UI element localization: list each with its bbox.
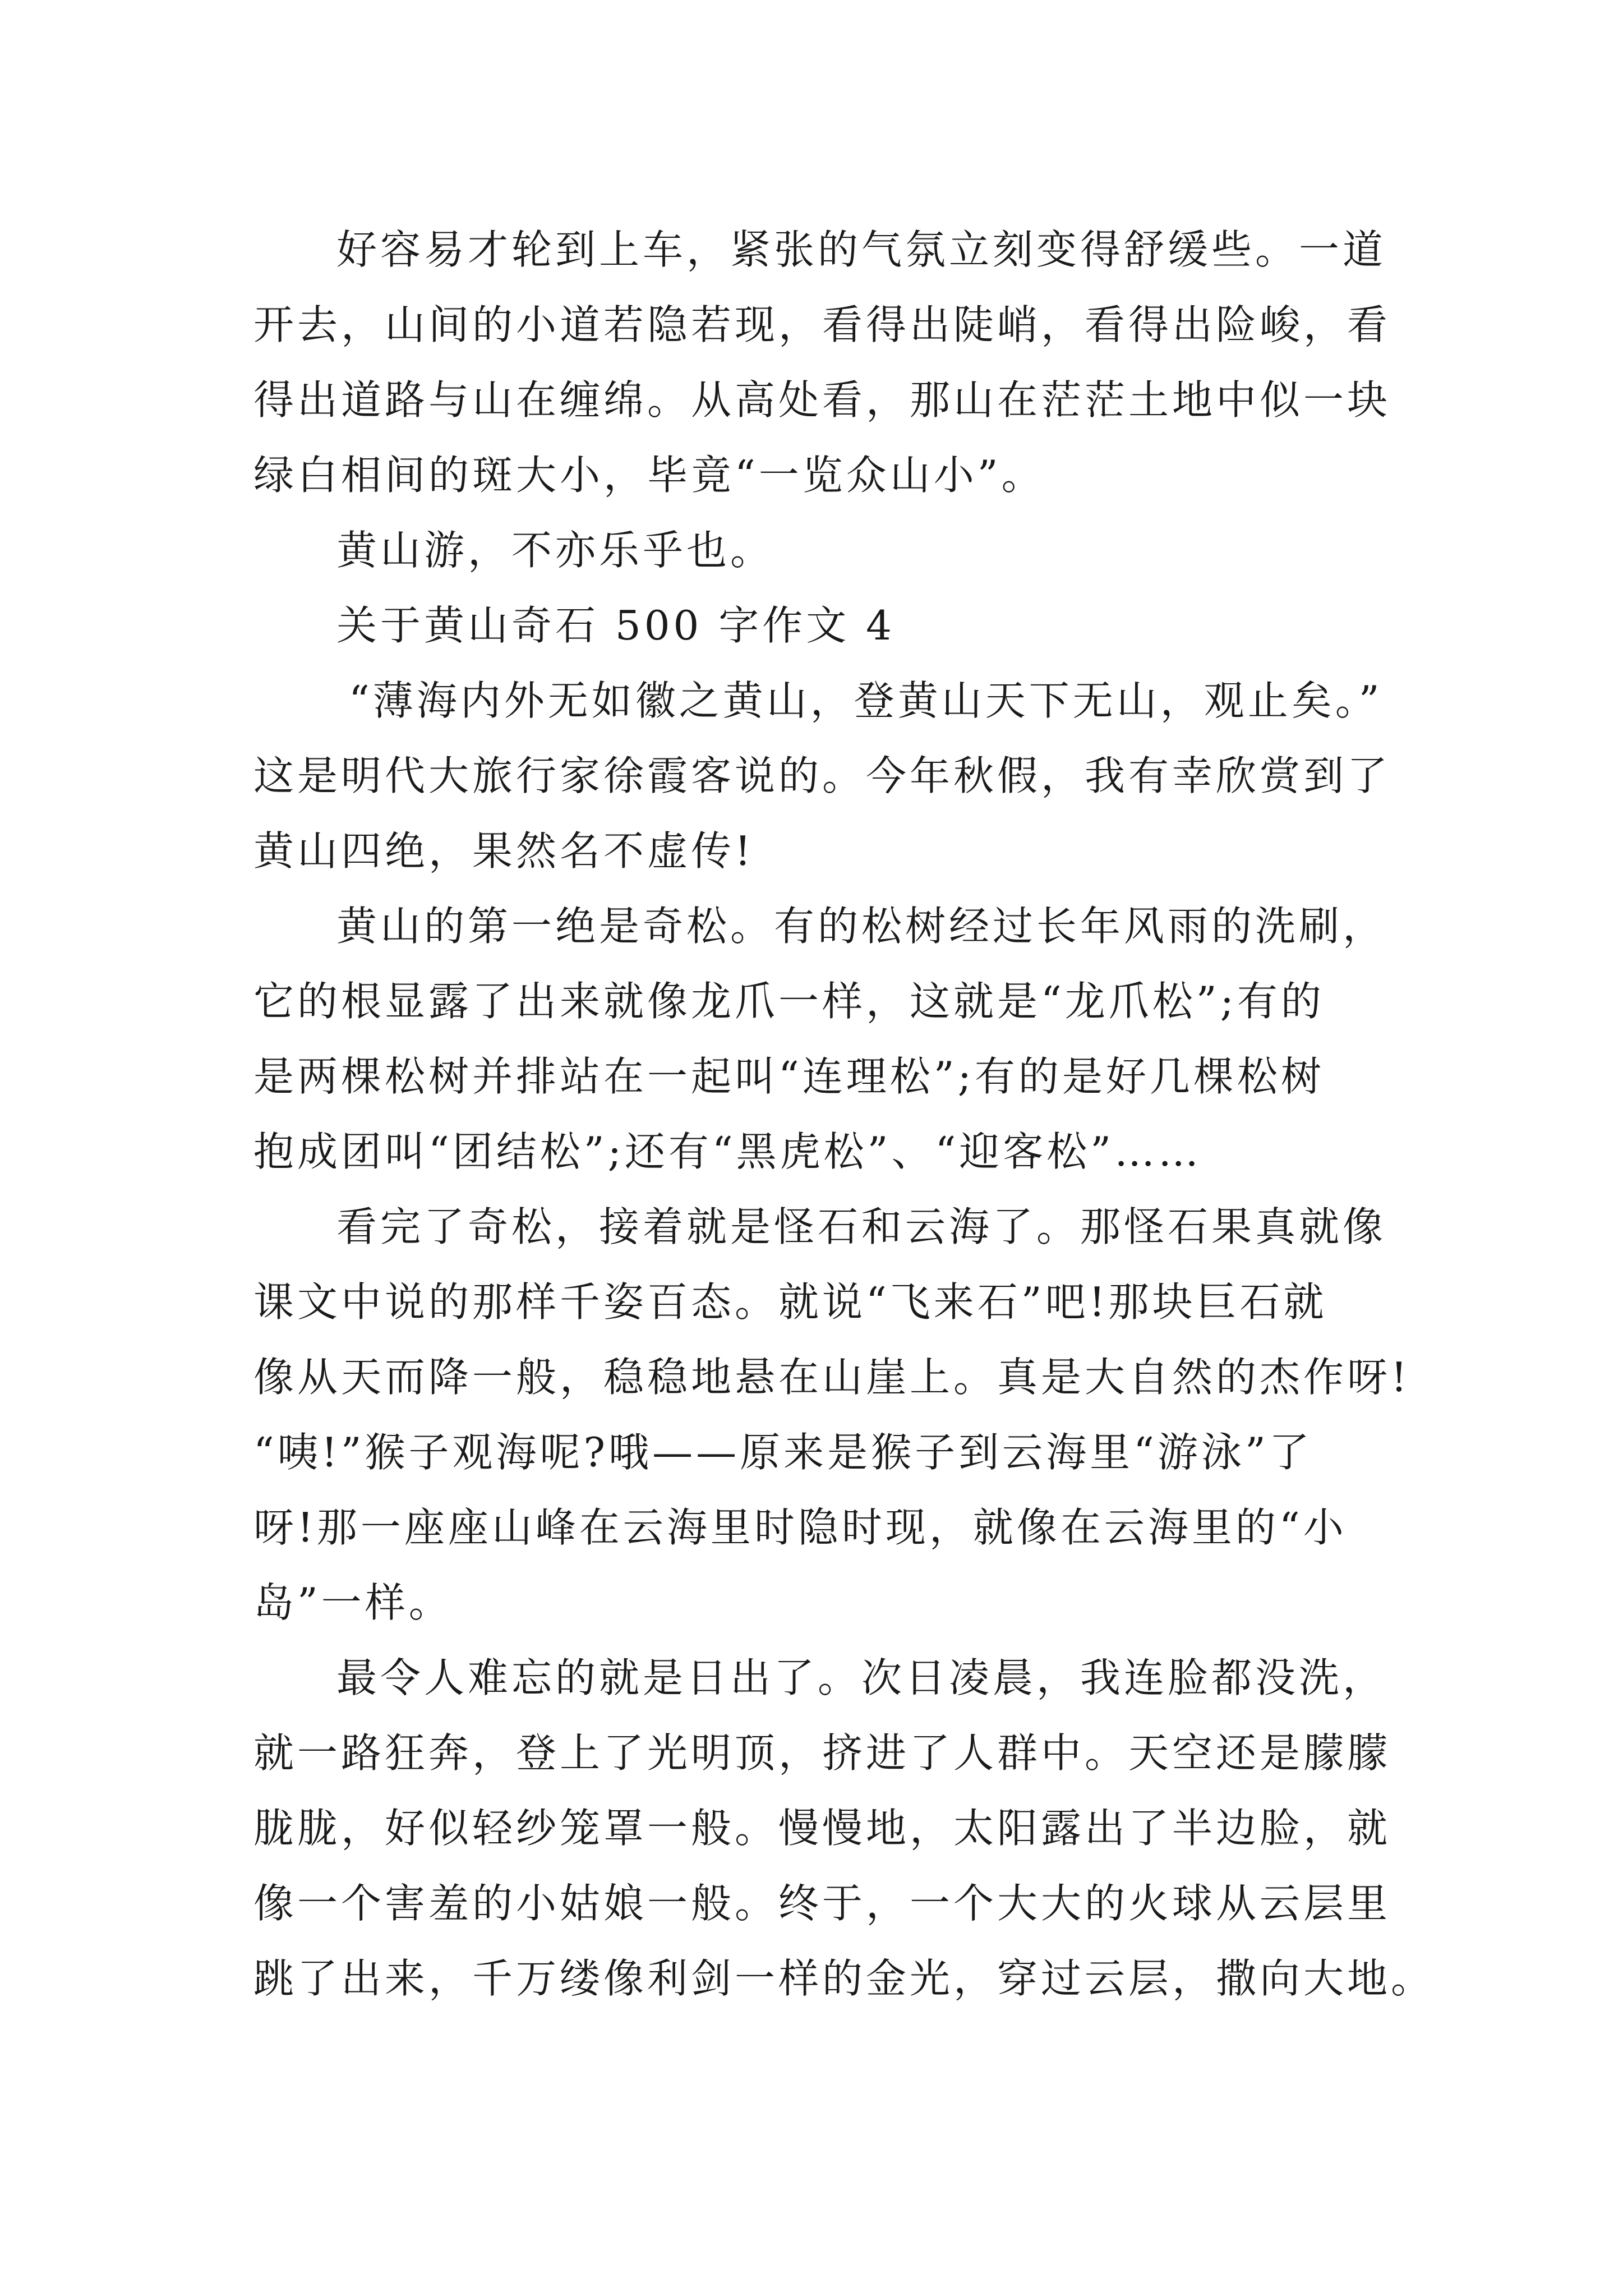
- paragraph-line: 开去，山间的小道若隐若现，看得出陡峭，看得出险峻，看: [253, 301, 1391, 348]
- paragraph-line: 这是明代大旅行家徐霞客说的。今年秋假，我有幸欣赏到了: [253, 752, 1391, 799]
- paragraph-line: “薄海内外无如徽之黄山，登黄山天下无山，观止矣。”: [349, 677, 1383, 724]
- paragraph-line: 岛”一样。: [253, 1579, 453, 1626]
- paragraph-line: 得出道路与山在缠绵。从高处看，那山在茫茫土地中似一块: [253, 376, 1391, 424]
- paragraph-line: 最令人难忘的就是日出了。次日凌晨，我连脸都没洗，: [336, 1654, 1387, 1701]
- paragraph-line: 黄山的第一绝是奇松。有的松树经过长年风雨的洗刷，: [336, 903, 1387, 950]
- paragraph-line: 是两棵松树并排站在一起叫“连理松”;有的是好几棵松树: [253, 1053, 1325, 1100]
- paragraph-line: 胧胧，好似轻纱笼罩一般。慢慢地，太阳露出了半边脸，就: [253, 1805, 1391, 1852]
- paragraph-line: 像从天而降一般，稳稳地悬在山崖上。真是大自然的杰作呀!: [253, 1354, 1410, 1401]
- paragraph-line: 课文中说的那样千姿百态。就说“飞来石”吧!那块巨石就: [253, 1278, 1327, 1326]
- paragraph-line: “咦!”猴子观海呢?哦——原来是猴子到云海里“游泳”了: [253, 1429, 1313, 1476]
- paragraph-line: 像一个害羞的小姑娘一般。终于，一个大大的火球从云层里: [253, 1880, 1391, 1927]
- paragraph-line: 跳了出来，千万缕像利剑一样的金光，穿过云层，撒向大地。: [253, 1955, 1435, 2002]
- paragraph-line: 黄山游，不亦乐乎也。: [336, 527, 774, 574]
- paragraph-line: 抱成团叫“团结松”;还有“黑虎松”、“迎客松”……: [253, 1128, 1202, 1175]
- paragraph-line: 黄山四绝，果然名不虚传!: [253, 827, 754, 875]
- paragraph-line: 它的根显露了出来就像龙爪一样，这就是“龙爪松”;有的: [253, 978, 1325, 1025]
- document-body: [253, 212, 1435, 2016]
- paragraph-line: 绿白相间的斑大小，毕竟“一览众山小”。: [253, 452, 1045, 499]
- paragraph-line: 呀!那一座座山峰在云海里时隐时现，就像在云海里的“小: [253, 1504, 1347, 1551]
- paragraph-line: 就一路狂奔，登上了光明顶，挤进了人群中。天空还是朦朦: [253, 1729, 1391, 1777]
- paragraph-line: 好容易才轮到上车，紧张的气氛立刻变得舒缓些。一道: [336, 226, 1387, 273]
- section-heading: 关于黄山奇石 500 字作文 4: [336, 602, 895, 649]
- paragraph-line: 看完了奇松，接着就是怪石和云海了。那怪石果真就像: [336, 1203, 1387, 1250]
